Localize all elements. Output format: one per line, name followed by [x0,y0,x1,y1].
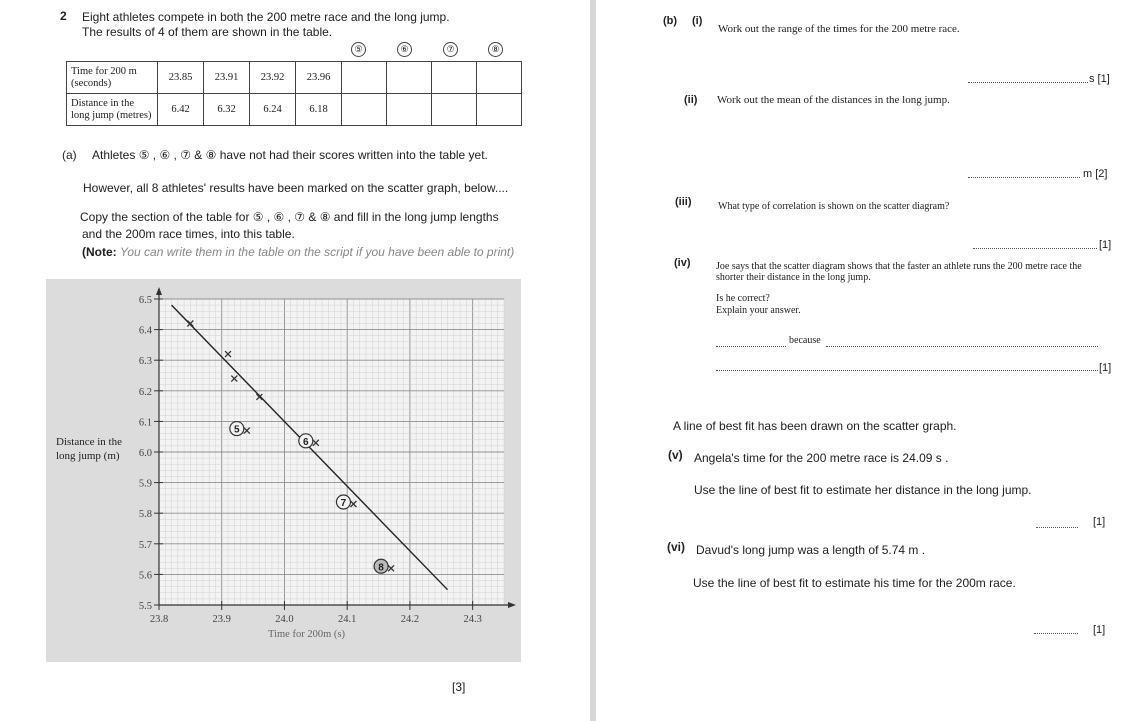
x-axis-title: Time for 200m (s) [268,629,345,640]
time-cell: 23.85 [158,62,204,94]
part-b-label: (b) [663,15,678,27]
part-b-ii-marks: m [2] [1083,168,1108,180]
question-intro-line1: Eight athletes compete in both the 200 metre race and the long jump. [82,10,450,24]
part-b-iv-text2: shorter their distance in the long jump. [716,272,871,283]
distance-cell: 6.42 [158,94,204,126]
empty-time-cell-6[interactable] [387,62,432,94]
row-header-time: Time for 200 m (seconds) [67,62,158,94]
part-b-vi-text: Davud's long jump was a length of 5.74 m . [696,543,926,557]
y-axis-arrow [156,287,162,295]
part-b-iv-text4: Explain your answer. [716,305,801,316]
time-cell: 23.91 [204,62,250,94]
answer-line-v[interactable] [1036,527,1078,528]
scatter-graph [46,279,521,662]
x-tick-label: 23.9 [212,614,231,625]
y-axis-title [56,435,136,463]
part-a-marks: [3] [452,680,466,694]
part-b-vi-text2: Use the line of best fit to estimate his time for the 200m race. [693,576,1016,590]
distance-cell: 6.18 [296,94,342,126]
time-cell: 23.92 [250,62,296,94]
right-page [596,0,1139,721]
line-of-best-fit-text: A line of best fit has been drawn on the scatter graph. [673,419,957,433]
athlete-5-marker: ⑤ [351,42,366,57]
empty-time-cell-5[interactable] [342,62,387,94]
question-intro-line2: The results of 4 of them are shown in the table. [82,25,333,39]
part-b-iv-text1: Joe says that the scatter diagram shows that the faster an athlete runs the 200 metre race the [716,261,1082,272]
distance-cell: 6.24 [250,94,296,126]
part-b-iv-label: (iv) [674,257,691,269]
athlete-8-marker: ⑧ [488,42,503,57]
y-tick-label: 5.6 [138,570,152,582]
time-cell: 23.96 [296,62,342,94]
question-number: 2 [60,9,67,23]
x-tick-label: 24.0 [275,614,294,625]
athlete-label: 8 [378,562,384,574]
distance-cell: 6.32 [204,94,250,126]
answer-line-ii[interactable] [968,177,1080,178]
part-b-iv-marks: [1] [1099,362,1112,374]
y-tick-label: 6.4 [138,325,152,337]
y-tick-label: 5.5 [138,601,152,612]
x-tick-label: 24.3 [463,614,482,625]
x-axis-arrow [508,602,516,608]
table-row-distance [67,94,522,126]
answer-line-iv-reason-2[interactable] [716,370,1098,371]
answer-line-i[interactable] [968,82,1088,83]
empty-distance-cell-8[interactable] [477,94,522,126]
part-b-v-label: (v) [668,448,683,462]
x-tick-label: 23.8 [149,614,169,625]
part-b-i-label: (i) [692,15,703,27]
y-tick-label: 6.0 [138,448,152,459]
y-axis-title-text: Distance in the long jump (m) [56,436,122,462]
note-text: You can write them in the table on the script if you have been able to print) [120,245,515,259]
answer-line-iii[interactable] [973,248,1097,249]
y-tick-label: 6.5 [138,295,152,306]
part-a-line4: and the 200m race times, into this table. [82,227,295,241]
empty-time-cell-8[interactable] [477,62,522,94]
part-b-iv-text3: Is he correct? [716,293,770,304]
athlete-7-marker: ⑦ [443,42,458,57]
athlete-label: 7 [340,498,347,510]
part-b-vi-marks: [1] [1093,624,1106,636]
part-b-iii-text: What type of correlation is shown on the scatter diagram? [718,201,950,212]
x-tick-label: 24.2 [400,614,420,625]
note-label: (Note: [82,245,117,259]
x-tick-label: 24.1 [337,614,357,625]
part-a-line3: Copy the section of the table for ⑤ , ⑥ , ⑦ & ⑧ and fill in the long jump lengths [80,210,499,224]
empty-distance-cell-5[interactable] [342,94,387,126]
because-word: because [789,335,821,346]
part-a-label: (a) [62,148,77,162]
part-a-note [82,245,514,259]
answer-line-iv-reason[interactable] [826,346,1098,347]
part-b-iii-label: (iii) [675,196,692,208]
empty-distance-cell-7[interactable] [432,94,477,126]
y-tick-label: 6.2 [138,386,152,398]
part-b-vi-label: (vi) [667,540,685,554]
part-b-ii-text: Work out the mean of the distances in the long jump. [717,94,950,106]
part-b-i-marks: s [1] [1089,73,1110,85]
y-tick-label: 5.8 [138,509,152,521]
row-header-distance: Distance in the long jump (metres) [67,94,158,126]
part-b-v-marks: [1] [1093,516,1106,528]
part-b-ii-label: (ii) [684,94,698,106]
answer-line-iv-yes-no[interactable] [716,346,786,347]
y-tick-label: 6.3 [138,356,152,368]
y-tick-label: 5.7 [138,539,152,551]
athlete-6-marker: ⑥ [397,42,412,57]
empty-time-cell-7[interactable] [432,62,477,94]
y-tick-label: 6.1 [138,417,152,429]
part-b-iii-marks: [1] [1099,239,1112,251]
answer-line-vi[interactable] [1034,633,1078,634]
y-tick-label: 5.9 [138,478,152,490]
part-b-v-text2: Use the line of best fit to estimate her distance in the long jump. [694,483,1032,497]
results-table [66,61,522,126]
part-b-v-text: Angela's time for the 200 metre race is 24.09 s . [694,451,949,465]
part-b-i-text: Work out the range of the times for the 200 metre race. [718,23,960,35]
part-a-line1: Athletes ⑤ , ⑥ , ⑦ & ⑧ have not had their scores written into the table yet. [92,148,488,162]
athlete-label: 6 [303,436,309,448]
empty-distance-cell-6[interactable] [387,94,432,126]
part-a-line2: However, all 8 athletes' results have been marked on the scatter graph, below.... [83,181,509,195]
athlete-label: 5 [234,424,240,436]
table-row-time [67,62,522,94]
